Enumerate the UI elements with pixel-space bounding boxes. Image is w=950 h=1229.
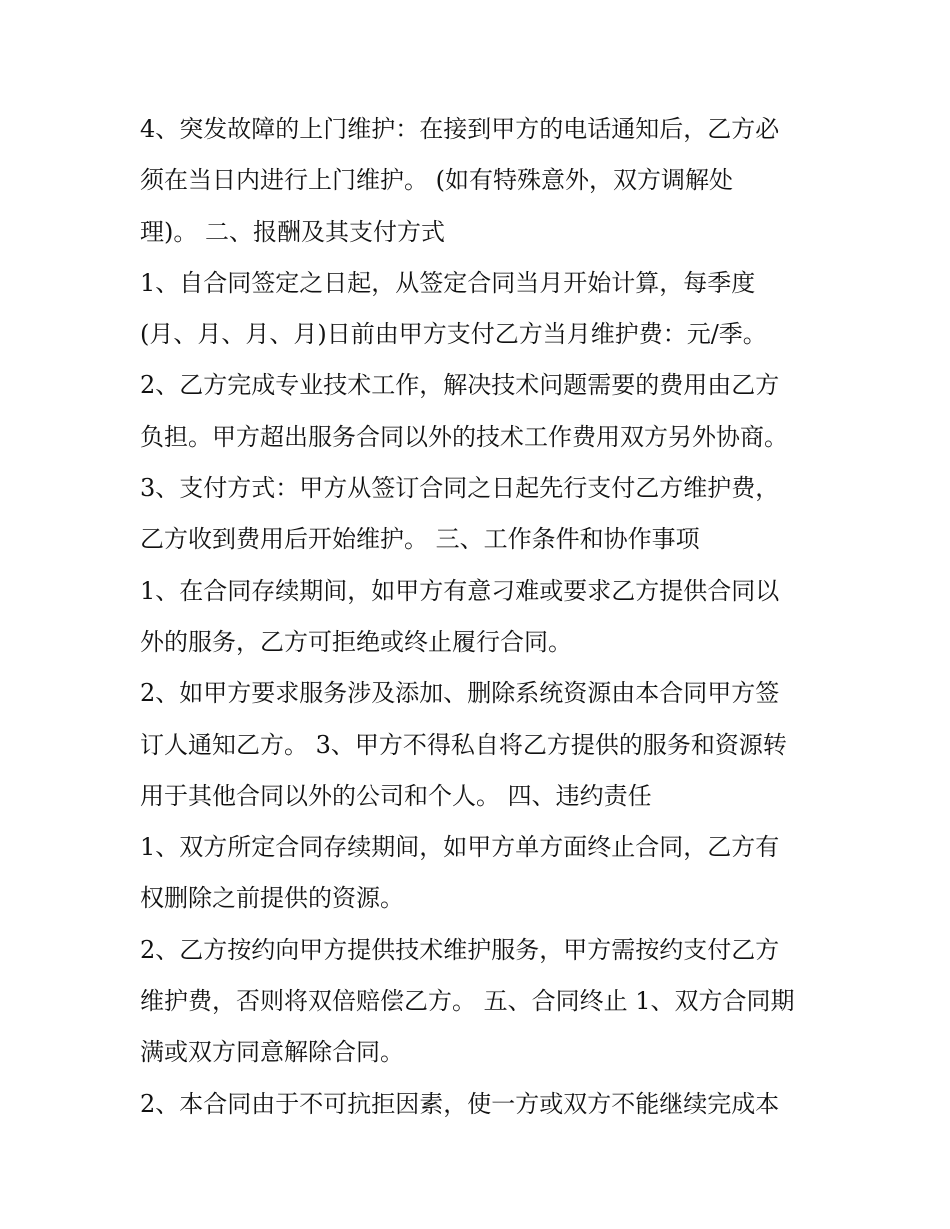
text-line: 维护费，否则将双倍赔偿乙方。 五、合同终止 1、双方合同期 [140, 987, 795, 1016]
text-line: 理)。 二、报酬及其支付方式 [140, 217, 445, 246]
text-line: 1、自合同签定之日起，从签定合同当月开始计算，每季度 [140, 268, 756, 297]
text-line: 负担。甲方超出服务合同以外的技术工作费用双方另外协商。 [140, 422, 788, 451]
text-line: 权删除之前提供的资源。 [140, 884, 404, 913]
text-line: 3、支付方式：甲方从签订合同之日起先行支付乙方维护费， [140, 474, 780, 503]
text-line: 订人通知乙方。 3、甲方不得私自将乙方提供的服务和资源转 [140, 730, 787, 759]
text-line: 4、突发故障的上门维护：在接到甲方的电话通知后，乙方必 [140, 115, 780, 143]
text-line: 满或双方同意解除合同。 [140, 1038, 404, 1067]
text-line: 用于其他合同以外的公司和个人。 四、违约责任 [140, 781, 652, 810]
text-line: 乙方收到费用后开始维护。 三、工作条件和协作事项 [140, 525, 700, 554]
text-line: 外的服务，乙方可拒绝或终止履行合同。 [140, 627, 572, 656]
text-line: 2、乙方完成专业技术工作，解决技术问题需要的费用由乙方 [140, 371, 780, 400]
text-line: 1、在合同存续期间，如甲方有意刁难或要求乙方提供合同以 [140, 576, 780, 605]
document-body [140, 104, 820, 1130]
text-line: 2、乙方按约向甲方提供技术维护服务，甲方需按约支付乙方 [140, 935, 780, 964]
text-line: (月、月、月、月)日前由甲方支付乙方当月维护费：元/季。 [140, 320, 767, 349]
text-line: 1、双方所定合同存续期间，如甲方单方面终止合同，乙方有 [140, 833, 780, 862]
text-line: 2、如甲方要求服务涉及添加、删除系统资源由本合同甲方签 [140, 679, 780, 708]
text-line: 须在当日内进行上门维护。 (如有特殊意外，双方调解处 [140, 166, 733, 195]
text-line: 2、本合同由于不可抗拒因素，使一方或双方不能继续完成本 [140, 1089, 780, 1118]
